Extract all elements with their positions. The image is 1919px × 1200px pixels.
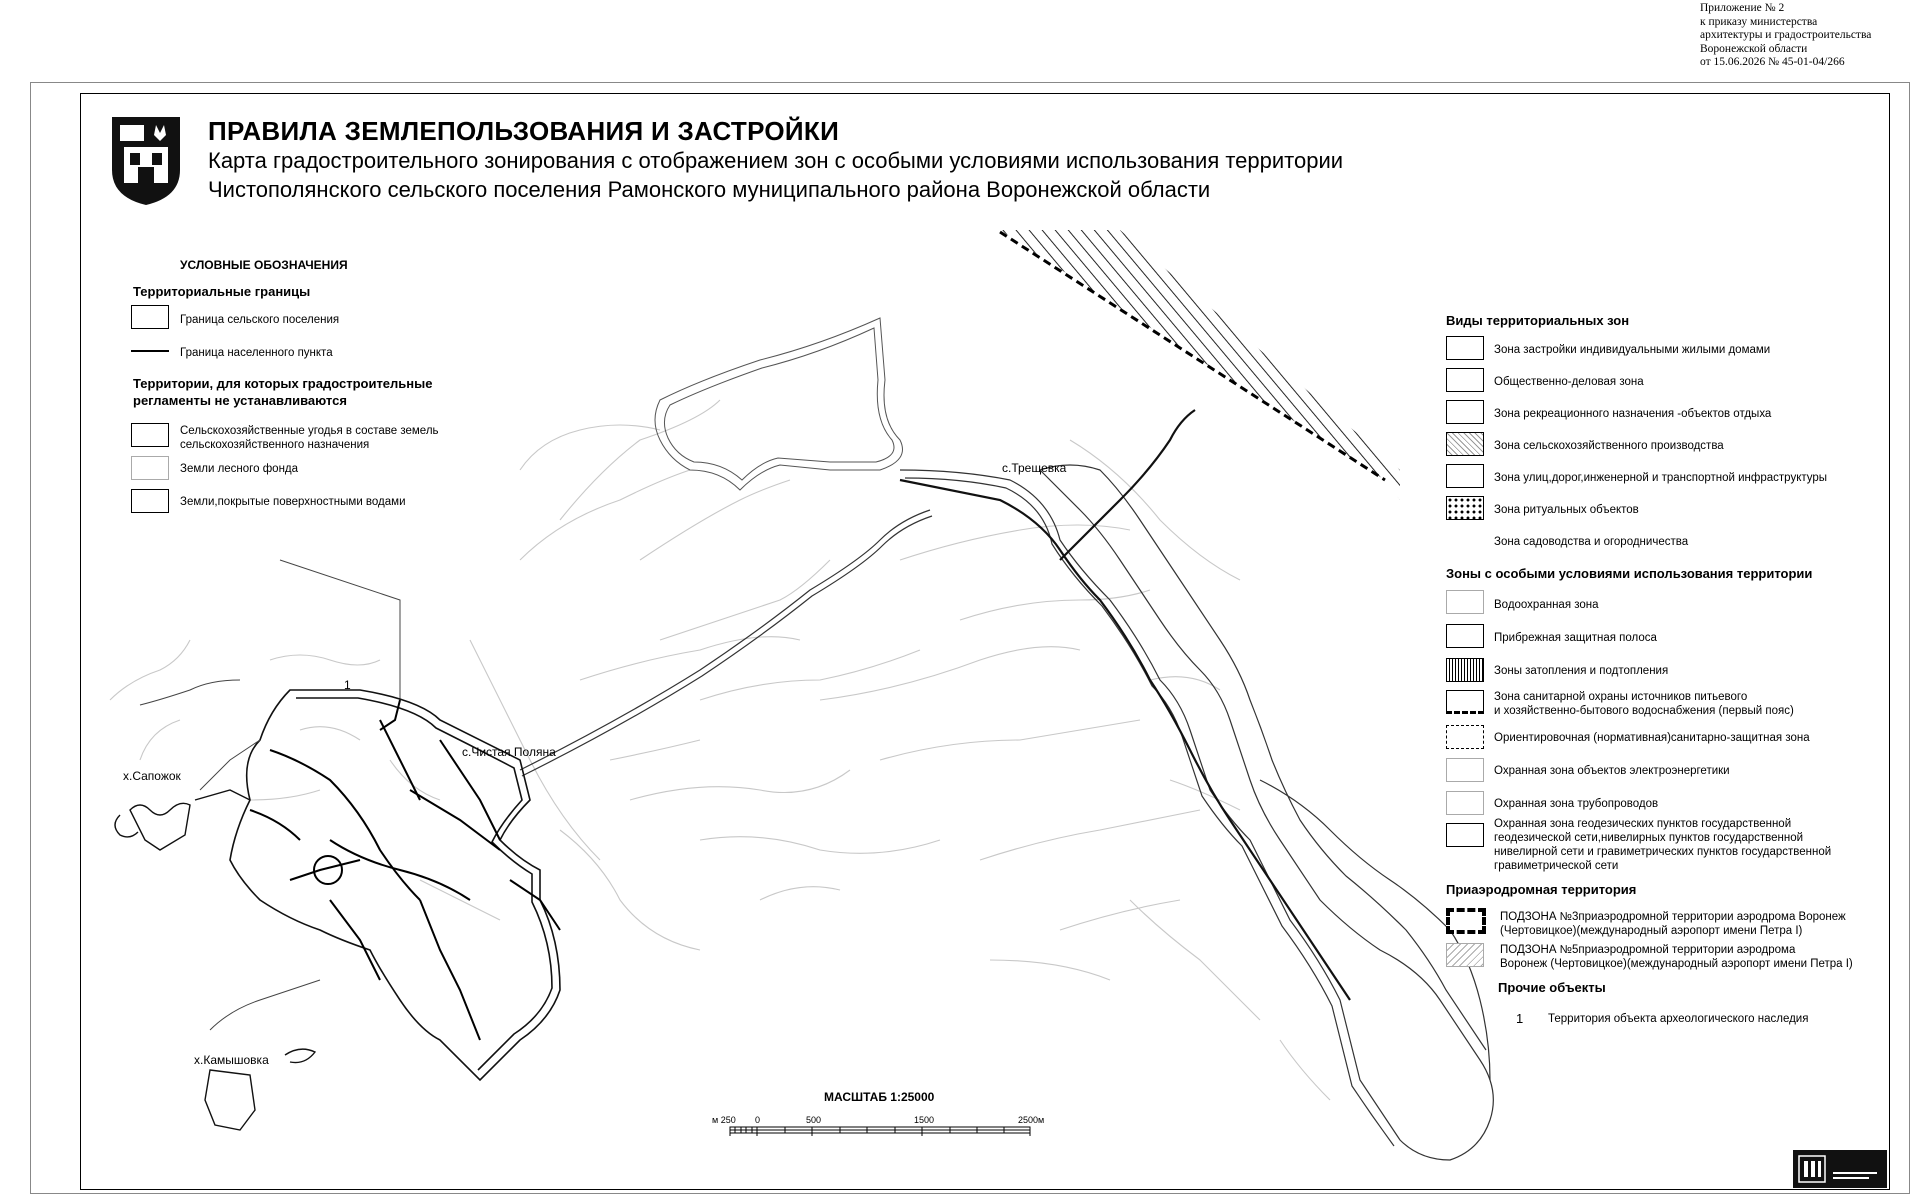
- legend-swatch-power: [1446, 758, 1484, 782]
- settlement-sapozhok: [115, 790, 250, 850]
- legend-label-zone: Зона рекреационного назначения -объектов отдыха: [1494, 408, 1772, 420]
- legend-label-flooding: Зоны затопления и подтопления: [1494, 665, 1669, 677]
- legend-swatch-forest: [131, 456, 169, 480]
- legend-swatch-coastal-strip: [1446, 624, 1484, 648]
- legend-section-no-regulations-2: регламенты не устанавливаются: [133, 393, 347, 408]
- legend-label-water: Земли,покрытые поверхностными водами: [180, 496, 406, 508]
- legend-swatch-zone-ritual: [1446, 496, 1484, 520]
- scale-bar: [730, 1127, 1030, 1136]
- legend-swatch-rural-border: [131, 305, 169, 329]
- legend-heading: УСЛОВНЫЕ ОБОЗНАЧЕНИЯ: [180, 258, 348, 272]
- legend-label-zone: Зона ритуальных объектов: [1494, 504, 1639, 516]
- roads-west: [140, 680, 320, 1030]
- legend-swatch-water-protection: [1446, 590, 1484, 614]
- legend-label-subzone-3: ПОДЗОНА №3приаэродромной территории аэродрома Воронеж: [1500, 911, 1846, 923]
- legend-label-geodetic-3: нивелирной сети и гравиметрических пунктов государственной: [1494, 846, 1832, 858]
- legend-section-borders: Территориальные границы: [133, 284, 311, 299]
- legend-swatch-subzone-3: [1446, 908, 1486, 934]
- legend-label-rural-border: Граница сельского поселения: [180, 314, 340, 326]
- legend-section-no-regulations: Территории, для которых градостроительные: [133, 376, 433, 391]
- legend-label-agri-2: сельскохозяйственного назначения: [180, 439, 370, 451]
- legend-swatch-flooding: [1446, 658, 1484, 682]
- scale-label: 500: [806, 1115, 822, 1125]
- institution-logo-icon: [1793, 1150, 1887, 1188]
- legend-label-zone: Зона садоводства и огородничества: [1494, 536, 1689, 548]
- legend-swatch-settlement-border: [131, 339, 169, 363]
- scale-label: м 250: [712, 1115, 736, 1125]
- legend-swatch-zone-agri-production: [1446, 432, 1484, 456]
- scale-title: МАСШТАБ 1:25000: [824, 1090, 935, 1104]
- legend-swatch-zone-public: [1446, 368, 1484, 392]
- scale-label: 1500: [914, 1115, 935, 1125]
- legend-label-heritage: Территория объекта археологического наследия: [1548, 1013, 1809, 1025]
- legend-label-subzone-5-2: Воронеж (Чертовицкое)(международный аэропорт имени Петра I): [1500, 958, 1853, 970]
- scale-label: 0: [755, 1115, 761, 1125]
- scale-label: 2500м: [1018, 1115, 1045, 1125]
- place-label-kamyshovka: х.Камышовка: [194, 1053, 269, 1067]
- legend-swatch-geodetic: [1446, 823, 1484, 847]
- annex-line: к приказу министерства: [1700, 15, 1818, 28]
- legend-label-geodetic: Охранная зона геодезических пунктов государственной: [1494, 818, 1792, 830]
- legend-swatch-water: [131, 489, 169, 513]
- legend-label-power: Охранная зона объектов электроэнергетики: [1494, 765, 1730, 777]
- legend-swatch-agri: [131, 423, 169, 447]
- legend-heritage-number: 1: [1516, 1011, 1524, 1026]
- legend-special-heading: Зоны с особыми условиями использования территории: [1446, 566, 1813, 581]
- legend-swatch-zone-recreation: [1446, 400, 1484, 424]
- legend-label-agri: Сельскохозяйственные угодья в составе земель: [180, 425, 439, 437]
- place-label-tretsevka: с.Трещевка: [1002, 461, 1067, 475]
- page-title: ПРАВИЛА ЗЕМЛЕПОЛЬЗОВАНИЯ И ЗАСТРОЙКИ: [208, 116, 840, 146]
- legend-label-zone: Зона застройки индивидуальными жилыми домами: [1494, 344, 1771, 356]
- annex-line: Приложение № 2: [1700, 2, 1785, 14]
- northern-loop-boundary: [655, 318, 903, 490]
- annex-line: от 15.06.2026 № 45-01-04/266: [1700, 56, 1845, 68]
- place-label-sapozhok: х.Сапожок: [123, 769, 181, 783]
- legend-label-forest: Земли лесного фонда: [180, 463, 299, 475]
- legend-swatch-sanitary: [1446, 690, 1484, 714]
- legend-swatch-subzone-5: [1446, 943, 1484, 967]
- legend-label-zone: Зона улиц,дорог,инженерной и транспортной инфраструктуры: [1494, 472, 1828, 484]
- legend-label-sanitary: Зона санитарной охраны источников питьевого: [1494, 691, 1748, 703]
- legend-label-pipelines: Охранная зона трубопроводов: [1494, 798, 1659, 810]
- legend-other-heading: Прочие объекты: [1498, 980, 1606, 995]
- legend-label-coastal-strip: Прибрежная защитная полоса: [1494, 632, 1657, 644]
- legend-label-geodetic-4: гравиметрической сети: [1494, 860, 1619, 872]
- legend-zones-heading: Виды территориальных зон: [1446, 313, 1630, 328]
- legend-label-water-protection: Водоохранная зона: [1494, 599, 1599, 611]
- legend-label-subzone-3-2: (Чертовицкое)(международный аэропорт имени Петра I): [1500, 925, 1803, 937]
- legend-label-subzone-5: ПОДЗОНА №5приаэродромной территории аэродрома: [1500, 944, 1796, 956]
- legend-swatch-sanitary-protective: [1446, 725, 1484, 749]
- airport-subzone-boundary: [1000, 232, 1385, 480]
- page-subtitle: Чистополянского сельского поселения Рамонского муниципального района Воронежской области: [208, 177, 1211, 202]
- legend-label-sanitary-protective: Ориентировочная (нормативная)санитарно-защитная зона: [1494, 732, 1810, 744]
- legend-label-settlement-border: Граница населенного пункта: [180, 347, 333, 359]
- place-label-chistaya-polyana: с.Чистая Поляна: [462, 745, 556, 759]
- page-subtitle: Карта градостроительного зонирования с отображением зон с особыми условиями использования территории: [208, 148, 1344, 173]
- legend-label-zone: Зона сельскохозяйственного производства: [1494, 440, 1724, 452]
- road-north: [280, 560, 400, 700]
- institution-logo: [1793, 1150, 1887, 1188]
- legend-label-zone: Общественно-деловая зона: [1494, 376, 1644, 388]
- heritage-marker-label: 1: [344, 678, 351, 692]
- annex-line: Воронежской области: [1700, 42, 1808, 55]
- legend-swatch-pipelines: [1446, 791, 1484, 815]
- legend-airport-heading: Приаэродромная территория: [1446, 882, 1637, 897]
- annex-line: архитектуры и градостроительства: [1700, 29, 1872, 41]
- legend-label-geodetic-2: геодезической сети,нивелирных пунктов государственной: [1494, 832, 1804, 844]
- legend-label-sanitary-2: и хозяйственно-бытового водоснабжения (первый пояс): [1494, 705, 1794, 717]
- legend-swatch-zone-residential: [1446, 336, 1484, 360]
- legend-swatch-zone-roads: [1446, 464, 1484, 488]
- river-corridor: [900, 465, 1493, 1160]
